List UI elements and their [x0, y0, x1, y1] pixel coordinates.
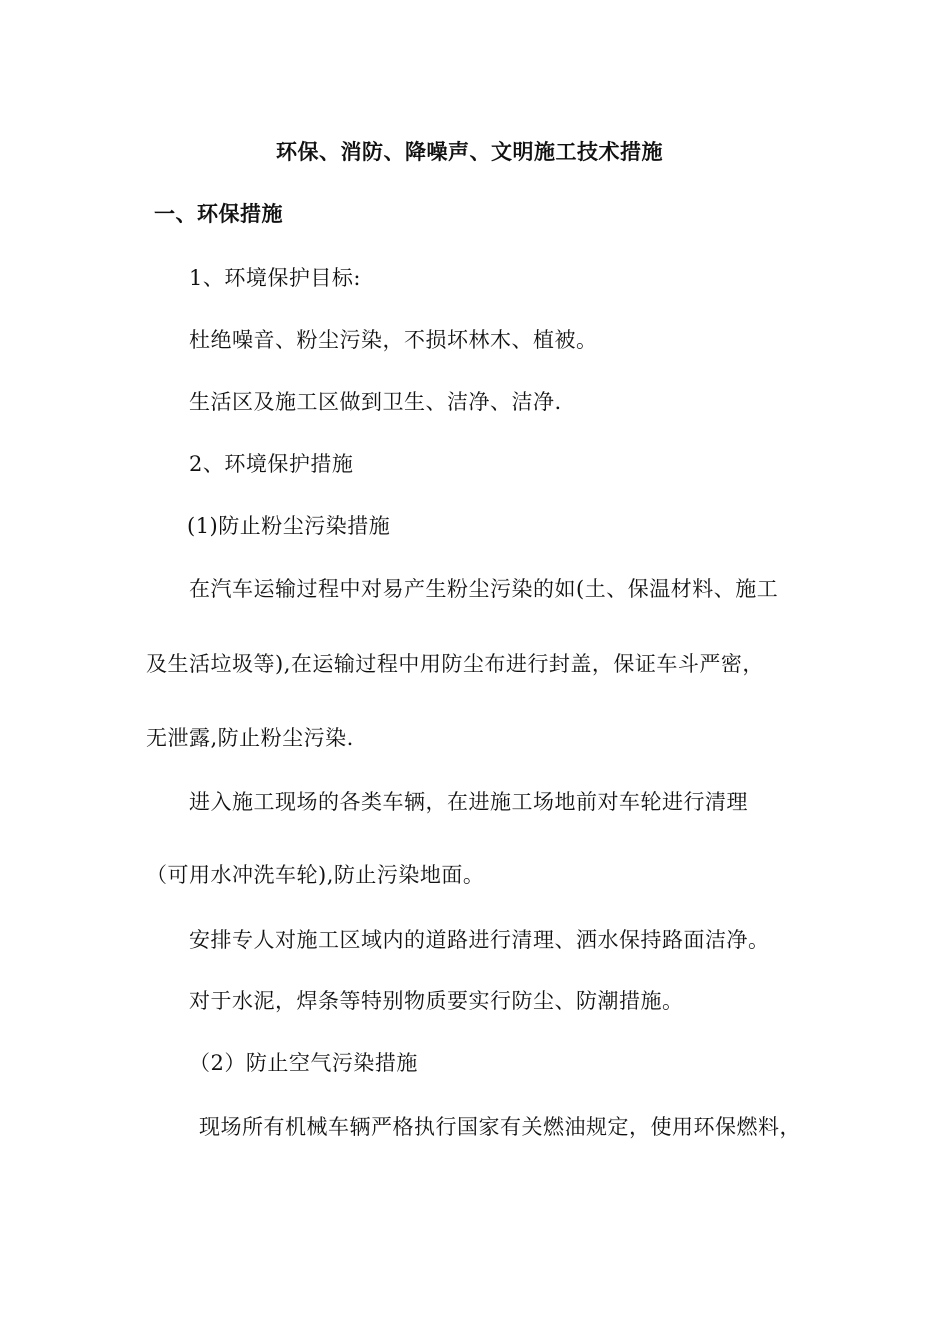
paragraph-line: 杜绝噪音、粉尘污染，不损坏林木、植被。 [189, 328, 598, 352]
paragraph-line: 生活区及施工区做到卫生、洁净、洁净. [189, 390, 562, 414]
paragraph-line: （可用水冲洗车轮),防止污染地面。 [146, 863, 485, 887]
paragraph-line: 无泄露,防止粉尘污染. [146, 726, 354, 750]
paragraph-line: 现场所有机械车辆严格执行国家有关燃油规定，使用环保燃料， [199, 1115, 801, 1139]
document-title: 环保、消防、降噪声、文明施工技术措施 [276, 140, 663, 164]
paragraph-line: 在汽车运输过程中对易产生粉尘污染的如(土、保温材料、施工 [189, 577, 779, 601]
paragraph-line: 1、环境保护目标: [189, 266, 361, 290]
paragraph-line: 进入施工现场的各类车辆，在进施工场地前对车轮进行清理 [189, 790, 748, 814]
paragraph-line: （2）防止空气污染措施 [189, 1051, 418, 1075]
paragraph-line: 及生活垃圾等),在运输过程中用防尘布进行封盖，保证车斗严密， [146, 652, 764, 676]
section-heading: 一、环保措施 [154, 202, 283, 226]
paragraph-line: 对于水泥，焊条等特别物质要实行防尘、防潮措施。 [189, 989, 684, 1013]
paragraph-line: 2、环境保护措施 [189, 452, 354, 476]
paragraph-line: (1)防止粉尘污染措施 [187, 514, 391, 538]
paragraph-line: 安排专人对施工区域内的道路进行清理、洒水保持路面洁净。 [189, 928, 770, 952]
